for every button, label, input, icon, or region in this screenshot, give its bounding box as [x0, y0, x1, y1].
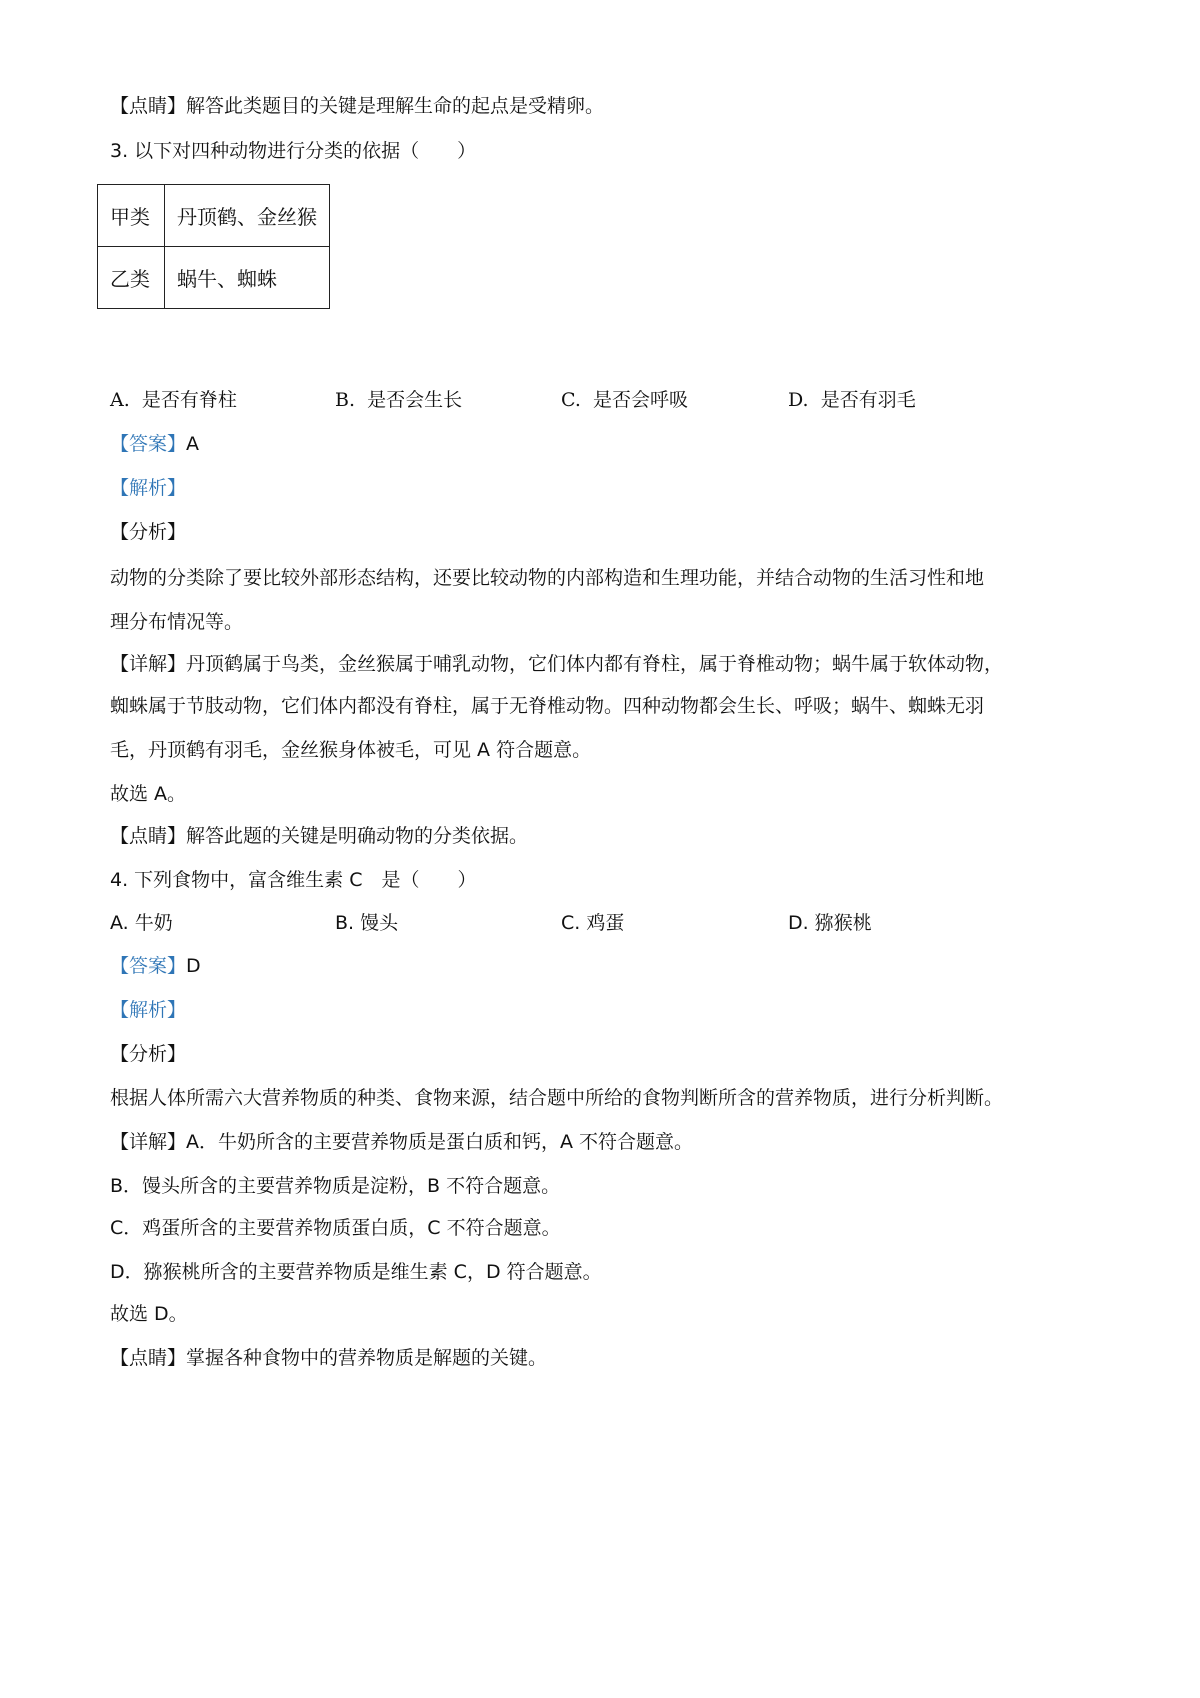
table-row — [98, 247, 330, 309]
q4-answer — [110, 953, 201, 979]
option-text: 猕猴桃 — [814, 912, 872, 934]
option-text: 馒头 — [360, 912, 399, 934]
option-label: C. — [561, 912, 581, 934]
q4-option-c — [561, 910, 624, 936]
option-label: D. — [788, 389, 809, 411]
table-row — [98, 185, 330, 247]
q3-detail-line: 蜘蛛属于节肢动物，它们体内都没有脊柱，属于无脊椎动物。四种动物都会生长、呼吸；蜗牛、蜘蛛无羽 — [110, 695, 985, 717]
q4-option-b — [335, 910, 398, 936]
q3-classification-table — [97, 184, 330, 309]
option-label: B. — [335, 912, 355, 934]
answer-value: D — [186, 955, 201, 977]
option-text: 牛奶 — [134, 912, 173, 934]
q3-detail-line: 【详解】丹顶鹤属于鸟类，金丝猴属于哺乳动物，它们体内都有脊柱，属于脊椎动物；蜗牛属于软体动物， — [110, 653, 1004, 675]
q3-fenxi-line: 理分布情况等。 — [110, 611, 244, 633]
answer-tag: 【答案】 — [110, 433, 187, 455]
option-text: 是否有脊柱 — [141, 389, 237, 411]
q4-note: 【点睛】掌握各种食物中的营养物质是解题的关键。 — [110, 1347, 548, 1369]
q3-note: 【点睛】解答此题的关键是明确动物的分类依据。 — [110, 825, 529, 847]
q4-fenxi-tag: 【分析】 — [110, 1043, 187, 1065]
answer-tag: 【答案】 — [110, 955, 187, 977]
option-label: B. — [335, 389, 356, 411]
q4-fenxi-line: 根据人体所需六大营养物质的种类、食物来源，结合题中所给的食物判断所含的营养物质，进行分析判断。 — [110, 1087, 1004, 1109]
q4-stem: 4. 下列食物中，富含维生素 C 是（ ） — [110, 869, 477, 891]
q3-option-c — [561, 387, 688, 413]
q3-detail-line: 毛，丹顶鹤有羽毛，金丝猴身体被毛，可见 A 符合题意。 — [110, 739, 592, 761]
q3-stem: 3. 以下对四种动物进行分类的依据（ ） — [110, 140, 477, 162]
table-cell-animals: 蜗牛、蜘蛛 — [165, 247, 330, 309]
option-text: 鸡蛋 — [586, 912, 625, 934]
option-label: D. — [788, 912, 809, 934]
q3-option-b — [335, 387, 462, 413]
q4-detail-line: B．馒头所含的主要营养物质是淀粉，B 不符合题意。 — [110, 1175, 561, 1197]
q4-choose: 故选 D。 — [110, 1303, 188, 1325]
q3-answer — [110, 431, 199, 457]
q4-option-a — [110, 910, 173, 936]
q4-detail-line: D．猕猴桃所含的主要营养物质是维生素 C，D 符合题意。 — [110, 1261, 602, 1283]
option-label: C. — [561, 389, 581, 411]
q4-detail-line: 【详解】A．牛奶所含的主要营养物质是蛋白质和钙，A 不符合题意。 — [110, 1131, 694, 1153]
q3-fenxi-line: 动物的分类除了要比较外部形态结构，还要比较动物的内部构造和生理功能，并结合动物的生活习性和地 — [110, 567, 985, 589]
q3-option-a — [110, 387, 237, 413]
q3-analysis-tag: 【解析】 — [110, 477, 187, 499]
table-cell-label: 甲类 — [98, 185, 165, 247]
option-label: A. — [110, 389, 130, 411]
top-note: 【点睛】解答此类题目的关键是理解生命的起点是受精卵。 — [110, 95, 605, 117]
q4-option-d — [788, 910, 872, 936]
q4-analysis-tag: 【解析】 — [110, 999, 187, 1021]
option-text: 是否会呼吸 — [593, 389, 689, 411]
table-cell-label: 乙类 — [98, 247, 165, 309]
q4-detail-line: C．鸡蛋所含的主要营养物质蛋白质，C 不符合题意。 — [110, 1217, 561, 1239]
answer-value: A — [186, 433, 200, 455]
q3-choose: 故选 A。 — [110, 783, 187, 805]
option-label: A. — [110, 912, 129, 934]
table-cell-animals: 丹顶鹤、金丝猴 — [165, 185, 330, 247]
option-text: 是否有羽毛 — [820, 389, 916, 411]
q3-option-d — [788, 387, 916, 413]
option-text: 是否会生长 — [367, 389, 463, 411]
q3-fenxi-tag: 【分析】 — [110, 521, 187, 543]
